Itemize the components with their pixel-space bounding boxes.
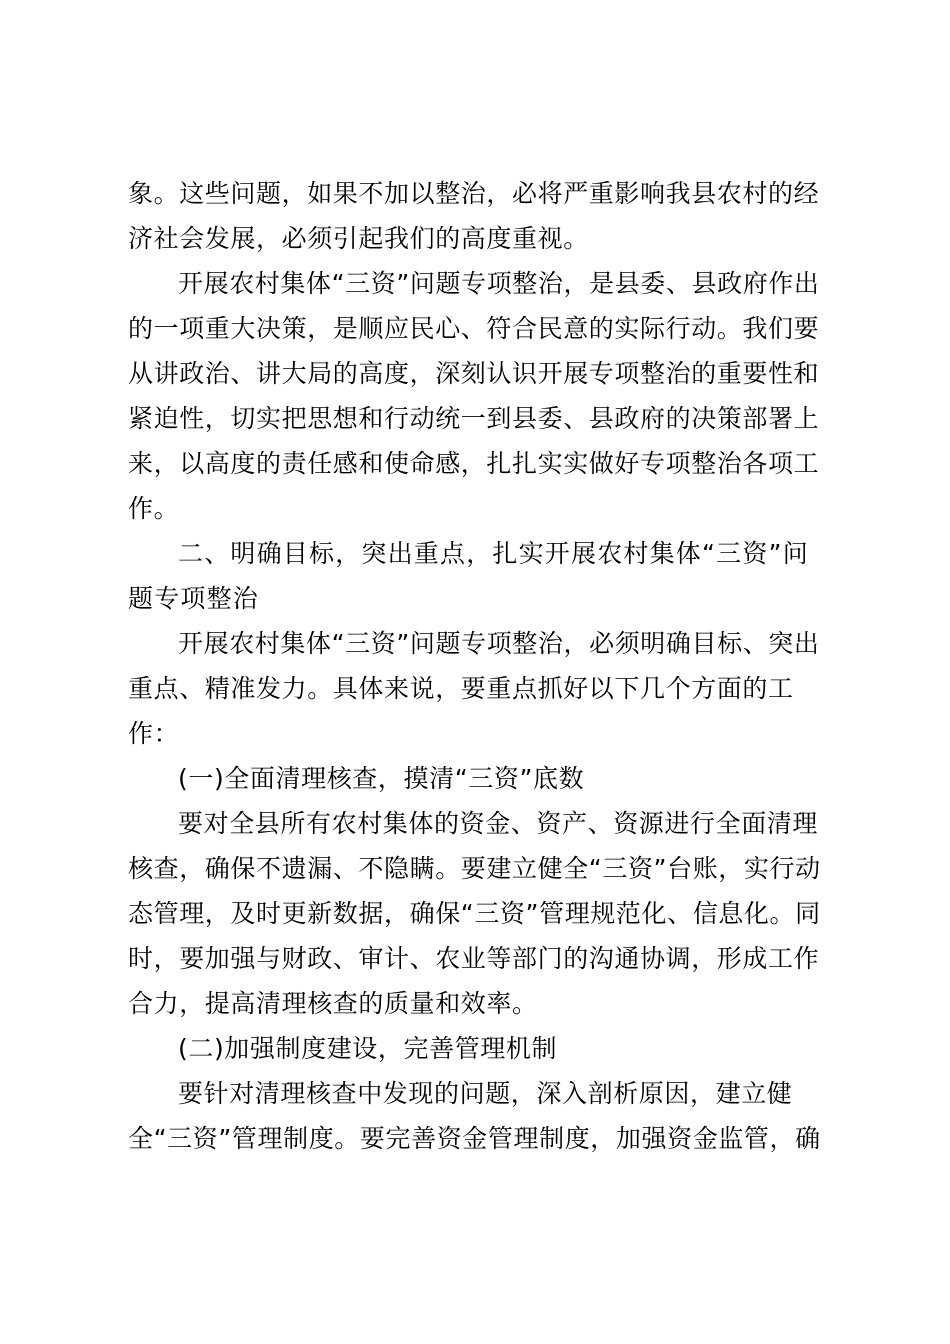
paragraph-line: 济社会发展，必须引起我们的高度重视。	[128, 224, 589, 253]
paragraph-line: 开展农村集体“三资”问题专项整治，是县委、县政府作出	[178, 269, 820, 298]
subsection-heading: (二)加强制度建设，完善管理机制	[178, 1034, 558, 1063]
subsection-heading: (一)全面清理核查，摸清“三资”底数	[178, 764, 585, 793]
paragraph-line: 从讲政治、讲大局的高度，深刻认识开展专项整治的重要性和	[128, 359, 820, 388]
paragraph-line: 紧迫性，切实把思想和行动统一到县委、县政府的决策部署上	[128, 404, 820, 433]
paragraph-line: 核查，确保不遗漏、不隐瞒。要建立健全“三资”台账，实行动	[128, 854, 821, 883]
paragraph-line: 来，以高度的责任感和使命感，扎扎实实做好专项整治各项工	[128, 449, 820, 478]
paragraph-line: 的一项重大决策，是顺应民心、符合民意的实际行动。我们要	[128, 314, 820, 343]
paragraph-line: 作。	[128, 494, 180, 523]
paragraph-line: 要针对清理核查中发现的问题，深入剖析原因，建立健	[178, 1079, 793, 1108]
section-heading: 二、明确目标，突出重点，扎实开展农村集体“三资”问	[178, 539, 809, 568]
paragraph-line: 重点、精准发力。具体来说，要重点抓好以下几个方面的工	[128, 674, 794, 703]
paragraph-line: 合力，提高清理核查的质量和效率。	[128, 989, 538, 1018]
paragraph-line: 作：	[128, 719, 180, 748]
paragraph-line: 态管理，及时更新数据，确保“三资”管理规范化、信息化。同	[128, 899, 821, 928]
paragraph-line: 象。这些问题，如果不加以整治，必将严重影响我县农村的经	[128, 179, 820, 208]
paragraph-line: 时，要加强与财政、审计、农业等部门的沟通协调，形成工作	[128, 944, 820, 973]
section-heading-cont: 题专项整治	[128, 584, 260, 613]
paragraph-line: 开展农村集体“三资”问题专项整治，必须明确目标、突出	[178, 629, 820, 658]
paragraph-line: 全“三资”管理制度。要完善资金管理制度，加强资金监管，确	[128, 1124, 821, 1153]
paragraph-line: 要对全县所有农村集体的资金、资产、资源进行全面清理	[178, 809, 819, 838]
